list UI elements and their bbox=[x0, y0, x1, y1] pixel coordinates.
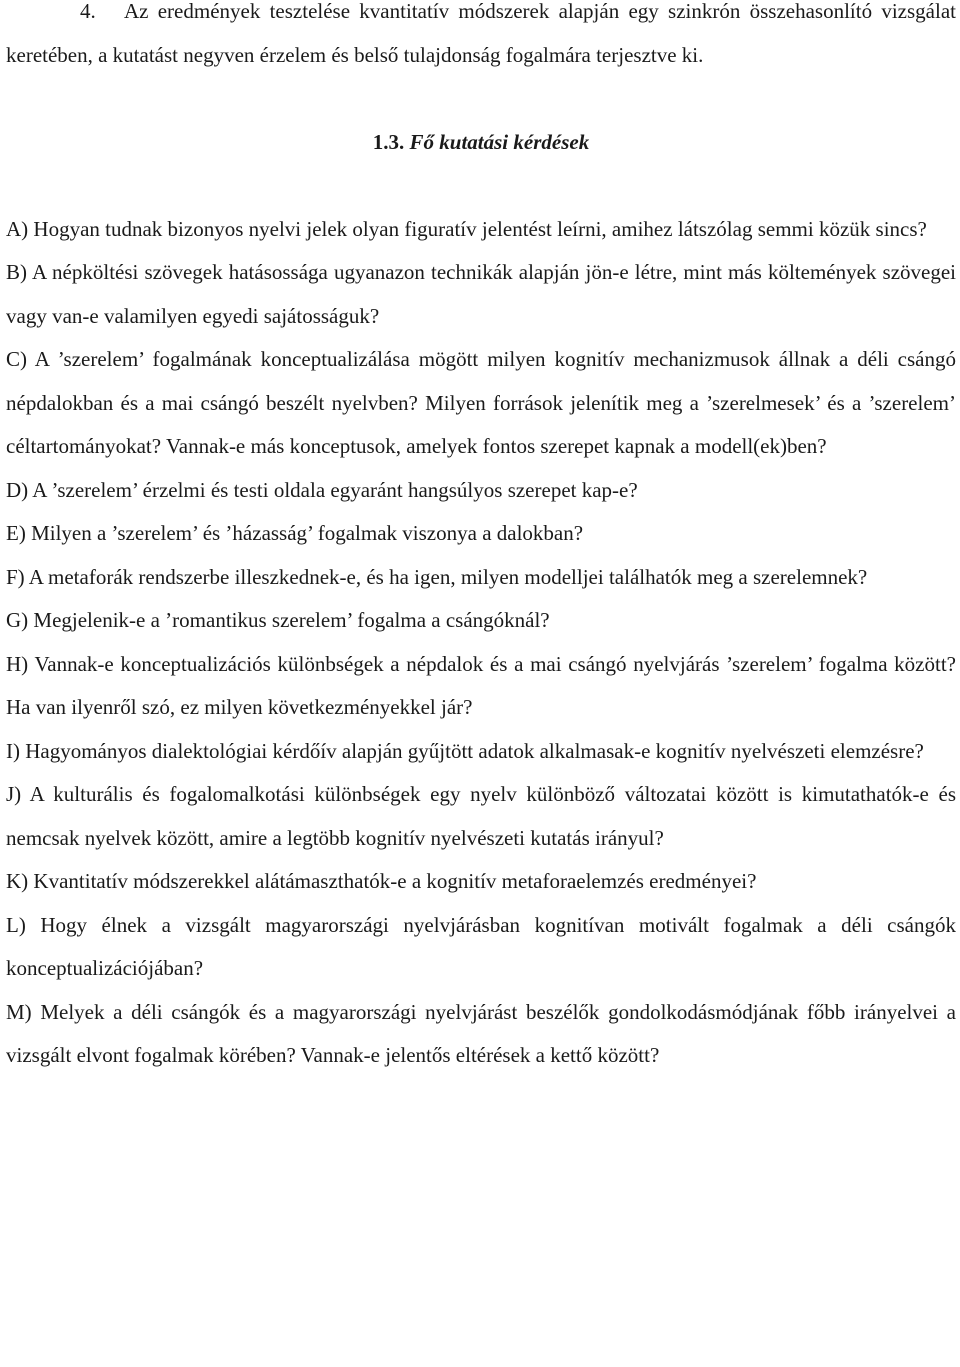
question-f: F) A metaforák rendszerbe illeszkednek-e, és ha igen, milyen modelljei találhatók meg a szerelemnek? bbox=[6, 564, 868, 589]
section-number: 1.3. bbox=[372, 129, 405, 154]
question-l: L) Hogy élnek a vizsgált magyarországi nyelvjárásban kognitívan motivált fogalmak a déli csángók konceptualizációjában? bbox=[6, 912, 956, 980]
question-j: J) A kulturális és fogalomalkotási különbségek egy nyelv különböző változatai között is kimutathatók-e és nemcsak nyelvek között, amire a legtöbb kognitív nyelvészeti kutatás irányul? bbox=[6, 782, 956, 850]
question-d: D) A ’szerelem’ érzelmi és testi oldala egyaránt hangsúlyos szerepet kap-e? bbox=[6, 477, 638, 502]
question-c: C) A ’szerelem’ fogalmának konceptualizálása mögött milyen kognitív mechanizmusok állnak a déli csángó népdalokban és a mai csángó beszélt nyelvben? Milyen források jelenítik meg a ’szerelmesek’ és a ’szerelem’ céltartományokat? Vannak-e más konceptusok, amelyek fontos szerepet kapnak a modell(ek)ben? bbox=[6, 347, 956, 458]
question-m: M) Melyek a déli csángók és a magyarországi nyelvjárást beszélők gondolkodásmódjának főbb irányelvei a vizsgált elvont fogalmak körében? Vannak-e jelentős eltérések a kettő között? bbox=[6, 999, 956, 1067]
question-e: E) Milyen a ’szerelem’ és ’házasság’ fogalmak viszonya a dalokban? bbox=[6, 521, 584, 545]
question-b: B) A népköltési szövegek hatásossága ugyanazon technikák alapján jön-e létre, mint más költemények szövegei vagy van-e valamilyen egyedi sajátosságuk? bbox=[6, 260, 956, 328]
question-g: G) Megjelenik-e a ’romantikus szerelem’ fogalma a csángóknál? bbox=[6, 608, 550, 632]
list-item-text: Az eredmények tesztelése kvantitatív módszerek alapján egy szinkrón összehasonlító vizsgálat keretében, a kutatást negyven érzelem és belső tulajdonság fogalmára terjesztve ki. bbox=[6, 0, 956, 67]
list-item-4 bbox=[6, 0, 956, 77]
question-i: I) Hagyományos dialektológiai kérdőív alapján gyűjtött adatok alkalmasak-e kognitív nyelvészeti elemzésre? bbox=[6, 738, 924, 763]
section-heading bbox=[6, 121, 956, 165]
question-k: K) Kvantitatív módszerekkel alátámaszthatók-e a kognitív metaforaelemzés eredményei? bbox=[6, 869, 757, 893]
question-a: A) Hogyan tudnak bizonyos nyelvi jelek olyan figuratív jelentést leírni, amihez látszólag semmi közük sincs? bbox=[6, 216, 927, 241]
section-title: Fő kutatási kérdések bbox=[409, 129, 590, 154]
document-page bbox=[6, 0, 956, 1078]
list-number: 4. bbox=[80, 0, 96, 23]
question-h: H) Vannak-e konceptualizációs különbségek a népdalok és a mai csángó nyelvjárás ’szerelem’ fogalma között? Ha van ilyenről szó, ez milyen következményekkel jár? bbox=[6, 651, 956, 719]
